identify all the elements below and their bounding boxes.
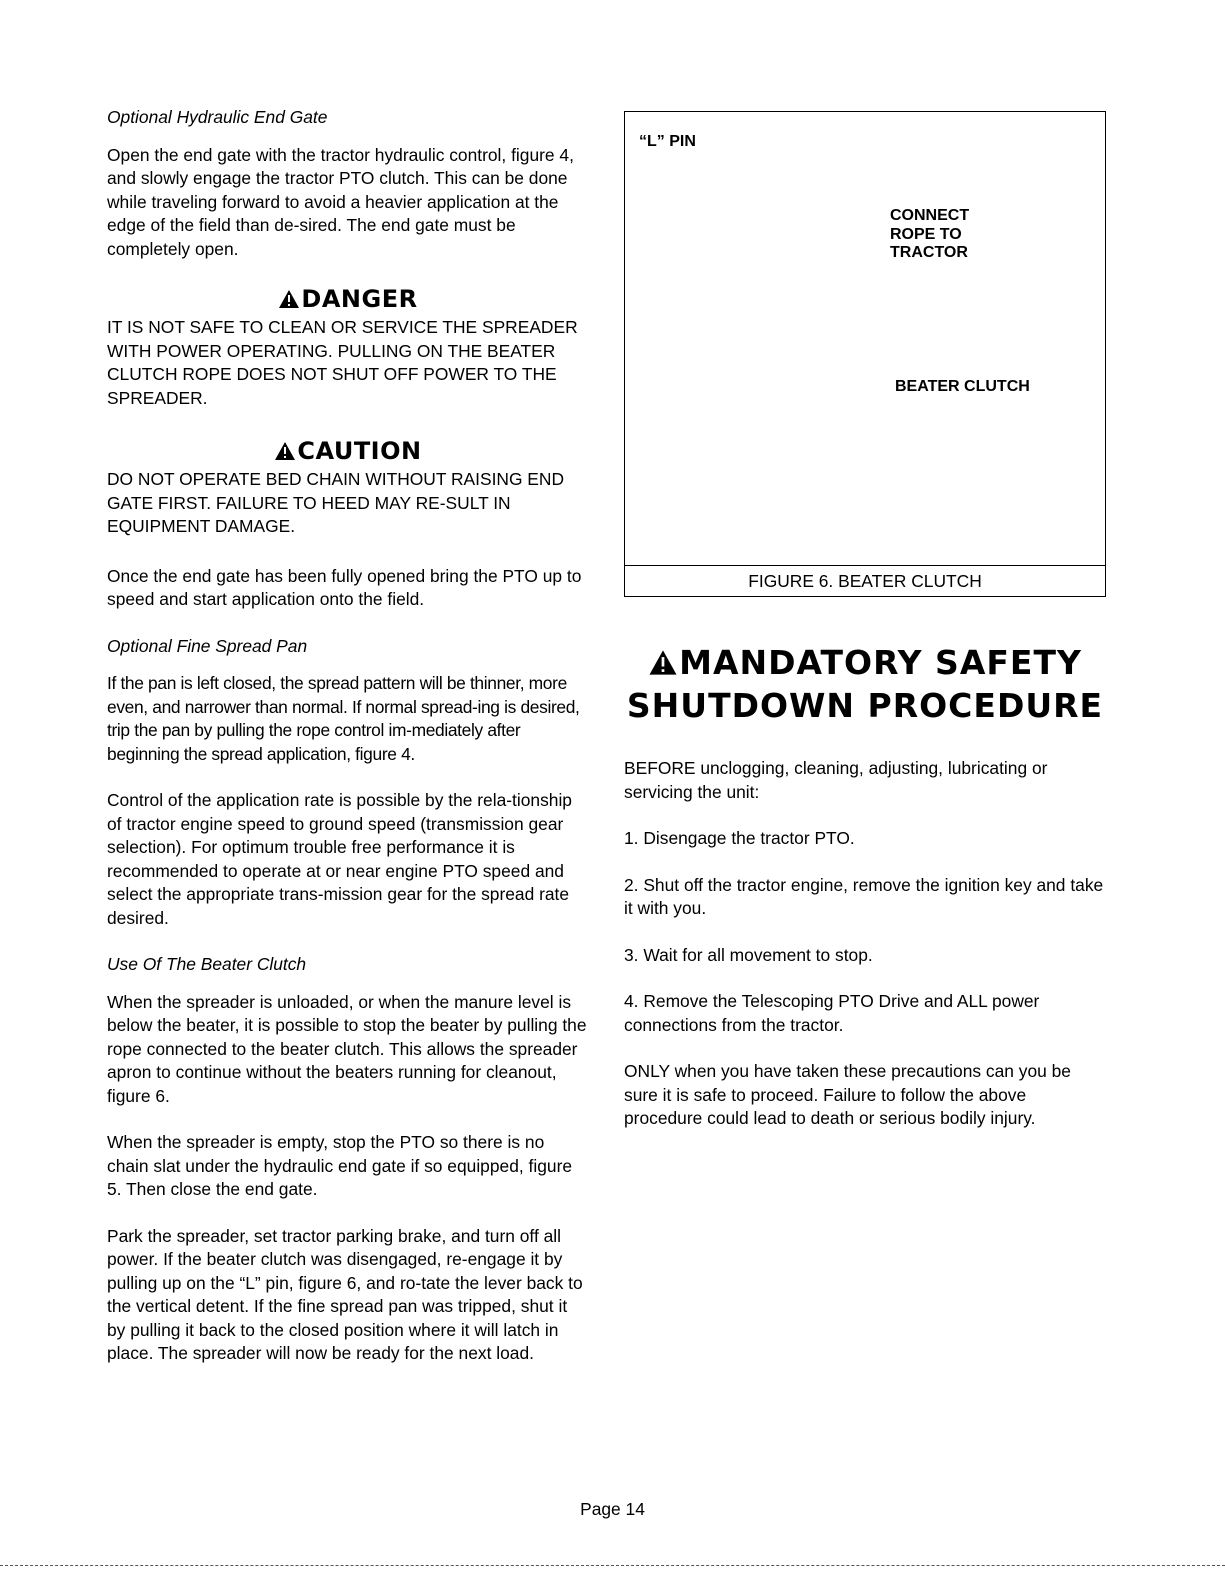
- danger-text: IT IS NOT SAFE TO CLEAN OR SERVICE THE SPREADER WITH POWER OPERATING. PULLING ON THE BEATER CLUTCH ROPE DOES NOT SHUT OFF POWER TO THE SPREADER.: [107, 317, 578, 408]
- beater-clutch-text: When the spreader is unloaded, or when the manure level is below the beater, it is possible to stop the beater by pulling the rope connected to the beater clutch. This allows the spreader apron to continue without the beaters running for cleanout, figure 6.: [107, 991, 587, 1106]
- step-item: 4. Remove the Telescoping PTO Drive and ALL power connections from the tractor.: [624, 991, 1040, 1035]
- shutdown-steps: [624, 827, 1106, 1037]
- label-beater-clutch: BEATER CLUTCH: [895, 378, 1030, 395]
- step-item: 1. Disengage the tractor PTO.: [624, 828, 855, 848]
- warning-triangle-icon: [278, 289, 300, 309]
- page-number: Page 14: [580, 1499, 645, 1519]
- warning-triangle-icon: [648, 649, 678, 676]
- hydraulic-end-gate-heading: Optional Hydraulic End Gate: [107, 107, 328, 127]
- figure-6-box: [624, 111, 1106, 597]
- step-item: 3. Wait for all movement to stop.: [624, 944, 873, 965]
- fine-spread-pan-heading: Optional Fine Spread Pan: [107, 635, 308, 656]
- mandatory-safety-title: [624, 641, 1106, 727]
- once-text: Once the end gate has been fully opened bring the PTO up to speed and start application onto the field.: [107, 565, 582, 609]
- caution-title: [107, 436, 589, 466]
- label-connect-line2: ROPE TO: [890, 225, 962, 243]
- step-item: 2. Shut off the tractor engine, remove the ignition key and take it with you.: [624, 874, 1104, 918]
- mandatory-line1: [624, 641, 1106, 684]
- fine-spread-pan-text: If the pan is left closed, the spread pattern will be thinner, more even, and narrower than normal. If normal spread-ing is desired, trip the pan by pulling the rope control im-mediately after beginning the spread application, figure 4.: [107, 673, 580, 764]
- mandatory-line1-text: MANDATORY SAFETY: [679, 643, 1082, 682]
- left-column: [107, 106, 589, 1389]
- park-spreader-text: Park the spreader, set tractor parking brake, and turn off all power. If the beater clutch was disengaged, re-engage it by pulling up on the “L” pin, figure 6, and ro-tate the lever back to the vertical detent. If the fine spread pan was tripped, shut it by pulling it back to the closed position where it will latch in place. The spreader will now be ready for the next load.: [107, 1225, 583, 1363]
- figure-caption: FIGURE 6. BEATER CLUTCH: [625, 565, 1105, 596]
- before-text: BEFORE unclogging, cleaning, adjusting, lubricating or servicing the unit:: [624, 758, 1048, 802]
- control-rate-text: Control of the application rate is possible by the rela-tionship of tractor engine speed to ground speed (transmission gear selection). For optimum trouble free performance it is recommended to operate at or near engine PTO speed and select the appropriate trans-mission gear for the spread rate desired.: [107, 790, 572, 928]
- right-column: [624, 111, 1106, 1154]
- mandatory-line2-text: SHUTDOWN PROCEDURE: [626, 686, 1104, 725]
- caution-text: DO NOT OPERATE BED CHAIN WITHOUT RAISING END GATE FIRST. FAILURE TO HEED MAY RE-SULT IN EQUIPMENT DAMAGE.: [107, 469, 565, 536]
- danger-title: [107, 284, 589, 314]
- spreader-empty-text: When the spreader is empty, stop the PTO so there is no chain slat under the hydraulic end gate if so equipped, figure 5. Then close the end gate.: [107, 1132, 573, 1199]
- only-when-text: ONLY when you have taken these precautions can you be sure it is safe to proceed. Failure to follow the above procedure could lead to death or serious bodily injury.: [624, 1061, 1071, 1128]
- label-connect-line3: TRACTOR: [890, 244, 968, 261]
- caution-title-text: CAUTION: [297, 437, 422, 465]
- page-bottom-rule: [0, 1565, 1225, 1566]
- label-l-pin: “L” PIN: [639, 133, 696, 150]
- label-connect-rope: [890, 207, 969, 263]
- warning-triangle-icon: [274, 441, 296, 461]
- label-connect-line1: CONNECT: [890, 207, 970, 224]
- beater-clutch-heading: Use Of The Beater Clutch: [107, 954, 307, 974]
- hydraulic-end-gate-text: Open the end gate with the tractor hydraulic control, figure 4, and slowly engage the tractor PTO clutch. This can be done while traveling forward to avoid a heavier application at the edge of the field than de-sired. The end gate must be completely open.: [107, 144, 574, 259]
- danger-title-text: DANGER: [301, 285, 418, 313]
